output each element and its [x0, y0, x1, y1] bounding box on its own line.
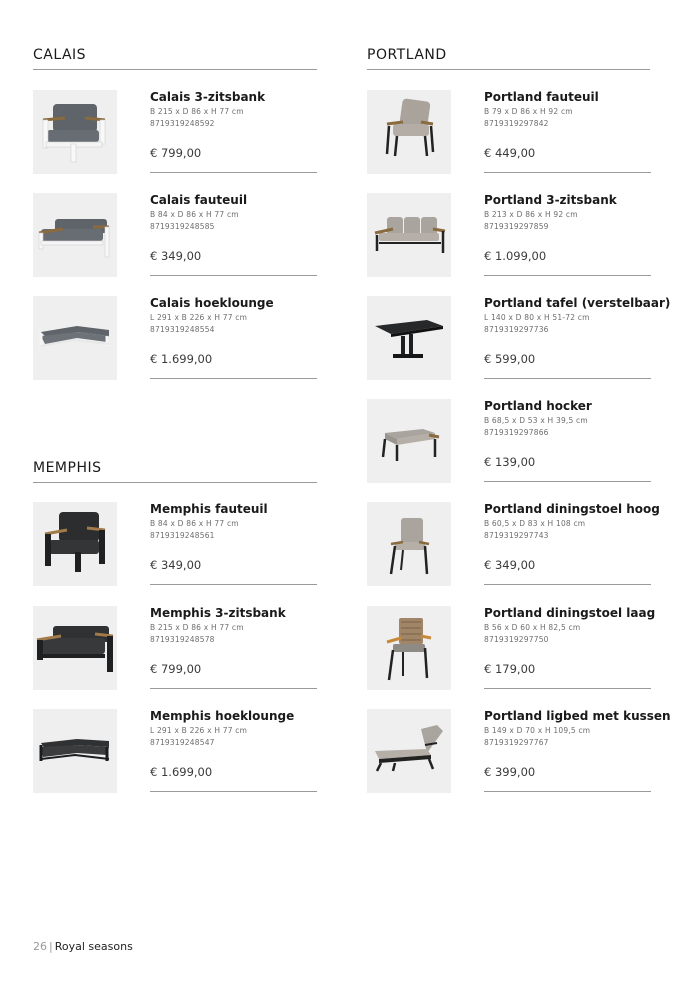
- recliner-icon: [367, 90, 451, 174]
- product-ean: 8719319248554: [150, 325, 215, 334]
- product-ean: 8719319297859: [484, 222, 549, 231]
- product-card[interactable]: [367, 606, 656, 690]
- product-name: Memphis fauteuil: [150, 502, 268, 516]
- product-image: [33, 296, 117, 380]
- product-price: € 349,00: [150, 558, 202, 572]
- product-image: [367, 90, 451, 174]
- product-name: Portland diningstoel laag: [484, 606, 656, 620]
- product-name: Portland hocker: [484, 399, 592, 413]
- section-title-portland: PORTLAND: [367, 47, 447, 63]
- sunlounger-icon: [367, 709, 451, 793]
- section-title-memphis: MEMPHIS: [33, 460, 102, 476]
- product-card[interactable]: [367, 90, 651, 174]
- product-ean: 8719319248592: [150, 119, 215, 128]
- product-ean: 8719319297767: [484, 738, 549, 747]
- product-price: € 1.699,00: [150, 352, 213, 366]
- product-image: [33, 502, 117, 586]
- section-divider: [367, 69, 650, 70]
- product-image: [367, 606, 451, 690]
- product-name: Calais fauteuil: [150, 193, 248, 207]
- product-price: € 399,00: [484, 765, 536, 779]
- item-divider: [484, 481, 651, 482]
- product-price: € 599,00: [484, 352, 536, 366]
- item-divider: [150, 584, 317, 585]
- sofa-white-icon: [33, 193, 117, 277]
- product-ean: 8719319297750: [484, 635, 549, 644]
- dining-chair-high-icon: [367, 502, 451, 586]
- product-name: Portland diningstoel hoog: [484, 502, 660, 516]
- product-dimensions: B 84 x D 86 x H 77 cm: [150, 519, 239, 528]
- item-divider: [484, 275, 651, 276]
- product-card[interactable]: [33, 709, 317, 793]
- product-dimensions: B 149 x D 70 x H 109,5 cm: [484, 726, 591, 735]
- item-divider: [150, 791, 317, 792]
- product-image: [367, 399, 451, 483]
- product-price: € 139,00: [484, 455, 536, 469]
- product-dimensions: L 291 x B 226 x H 77 cm: [150, 313, 248, 322]
- product-dimensions: B 68,5 x D 53 x H 39,5 cm: [484, 416, 588, 425]
- item-divider: [484, 791, 651, 792]
- product-card[interactable]: [33, 296, 317, 380]
- product-dimensions: B 56 x D 60 x H 82,5 cm: [484, 623, 581, 632]
- item-divider: [150, 688, 317, 689]
- item-divider: [484, 688, 651, 689]
- product-image: [33, 193, 117, 277]
- section-divider: [33, 482, 317, 483]
- dining-chair-low-icon: [367, 606, 451, 690]
- product-name: Portland ligbed met kussen: [484, 709, 671, 723]
- table-icon: [367, 296, 451, 380]
- product-dimensions: B 84 x D 86 x H 77 cm: [150, 210, 239, 219]
- product-name: Portland tafel (verstelbaar): [484, 296, 671, 310]
- product-dimensions: B 213 x D 86 x H 92 cm: [484, 210, 578, 219]
- footer-separator: |: [49, 940, 53, 953]
- product-dimensions: B 215 x D 86 x H 77 cm: [150, 107, 244, 116]
- product-ean: 8719319248585: [150, 222, 215, 231]
- item-divider: [150, 172, 317, 173]
- product-price: € 799,00: [150, 146, 202, 160]
- item-divider: [484, 584, 651, 585]
- product-dimensions: B 60,5 x D 83 x H 108 cm: [484, 519, 586, 528]
- page-footer: [33, 940, 133, 953]
- product-ean: 8719319248578: [150, 635, 215, 644]
- corner-lounge-black-icon: [33, 709, 117, 793]
- product-card[interactable]: [367, 296, 671, 380]
- page-number: 26: [33, 940, 47, 953]
- corner-lounge-white-icon: [33, 296, 117, 380]
- product-dimensions: L 140 x D 80 x H 51-72 cm: [484, 313, 590, 322]
- brand-name: Royal seasons: [54, 940, 133, 953]
- product-price: € 799,00: [150, 662, 202, 676]
- product-price: € 449,00: [484, 146, 536, 160]
- product-card[interactable]: [33, 606, 317, 690]
- sofa-grey-icon: [367, 193, 451, 277]
- product-ean: 8719319248547: [150, 738, 215, 747]
- product-ean: 8719319297736: [484, 325, 549, 334]
- section-title-calais: CALAIS: [33, 47, 87, 63]
- product-price: € 349,00: [150, 249, 202, 263]
- armchair-black-icon: [33, 502, 117, 586]
- product-card[interactable]: [33, 193, 317, 277]
- product-ean: 8719319297842: [484, 119, 549, 128]
- product-image: [367, 193, 451, 277]
- product-card[interactable]: [33, 502, 317, 586]
- hocker-icon: [367, 399, 451, 483]
- armchair-white-icon: [33, 90, 117, 174]
- section-divider: [33, 69, 317, 70]
- product-card[interactable]: [33, 90, 317, 174]
- item-divider: [150, 275, 317, 276]
- product-name: Memphis hoeklounge: [150, 709, 295, 723]
- product-card[interactable]: [367, 502, 660, 586]
- product-image: [367, 296, 451, 380]
- product-price: € 179,00: [484, 662, 536, 676]
- product-card[interactable]: [367, 193, 651, 277]
- item-divider: [150, 378, 317, 379]
- product-price: € 1.099,00: [484, 249, 547, 263]
- item-divider: [484, 378, 651, 379]
- product-name: Memphis 3-zitsbank: [150, 606, 286, 620]
- product-name: Portland 3-zitsbank: [484, 193, 617, 207]
- product-image: [367, 709, 451, 793]
- product-name: Calais hoeklounge: [150, 296, 274, 310]
- product-dimensions: B 79 x D 86 x H 92 cm: [484, 107, 573, 116]
- product-ean: 8719319297743: [484, 531, 549, 540]
- product-ean: 8719319297866: [484, 428, 549, 437]
- product-ean: 8719319248561: [150, 531, 215, 540]
- product-dimensions: B 215 x D 86 x H 77 cm: [150, 623, 244, 632]
- product-card[interactable]: [367, 709, 671, 793]
- sofa-black-icon: [33, 606, 117, 690]
- product-name: Calais 3-zitsbank: [150, 90, 266, 104]
- product-price: € 1.699,00: [150, 765, 213, 779]
- product-image: [33, 606, 117, 690]
- product-dimensions: L 291 x B 226 x H 77 cm: [150, 726, 248, 735]
- item-divider: [484, 172, 651, 173]
- product-card[interactable]: [367, 399, 651, 483]
- product-name: Portland fauteuil: [484, 90, 599, 104]
- product-image: [33, 709, 117, 793]
- product-image: [367, 502, 451, 586]
- product-image: [33, 90, 117, 174]
- product-price: € 349,00: [484, 558, 536, 572]
